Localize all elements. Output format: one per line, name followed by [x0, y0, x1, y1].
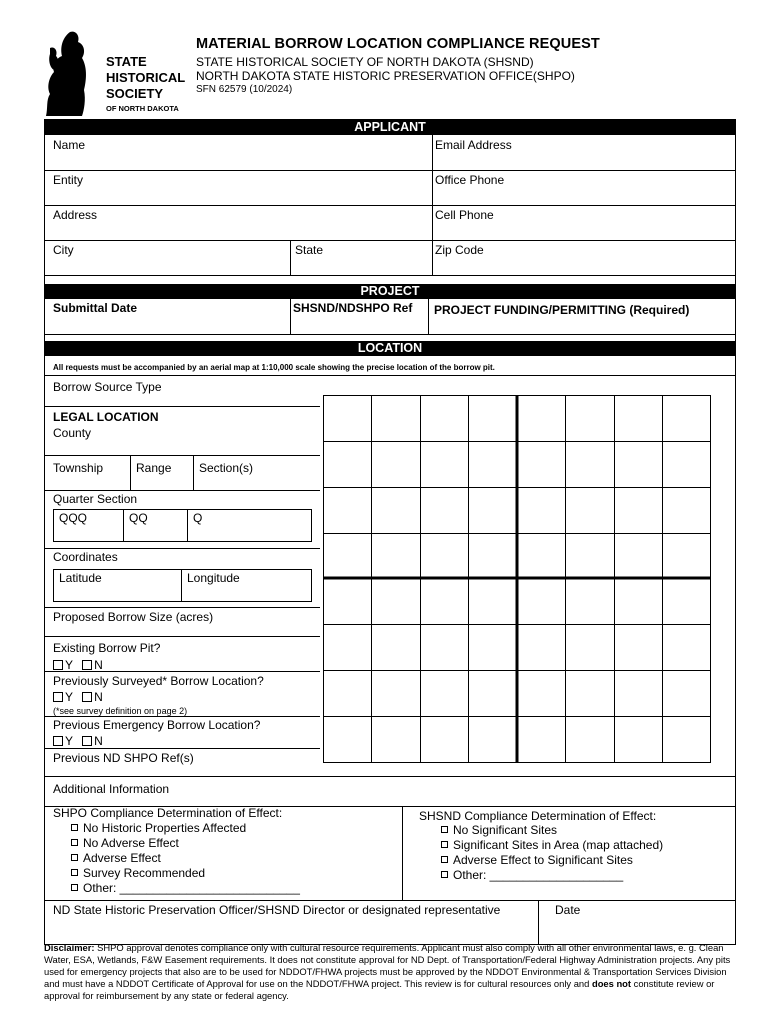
yes-label: Y	[65, 658, 73, 672]
shsnd-option-1[interactable]: No Significant Sites	[441, 823, 557, 837]
shpo-option-2[interactable]: No Adverse Effect	[71, 836, 179, 850]
logo-line-state: STATE	[106, 54, 147, 69]
emergency-yes-checkbox[interactable]	[53, 736, 63, 746]
logo-line-nd: OF NORTH DAKOTA	[106, 104, 179, 113]
disclaimer-label: Disclaimer:	[44, 942, 95, 953]
latitude-field[interactable]: Latitude	[59, 571, 102, 585]
quarter-section-box	[53, 509, 312, 542]
survey-definition-note: (*see survey definition on page 2)	[53, 706, 188, 716]
quarter-section-label: Quarter Section	[53, 492, 138, 506]
city-field[interactable]: City	[53, 243, 74, 257]
location-heading: LOCATION	[45, 341, 735, 356]
applicant-heading: APPLICANT	[45, 120, 735, 135]
shsnd-option-3[interactable]: Adverse Effect to Significant Sites	[441, 853, 633, 867]
county-field[interactable]: County	[53, 426, 92, 440]
shsnd-option-2[interactable]: Significant Sites in Area (map attached)	[441, 838, 663, 852]
disclaimer	[44, 942, 734, 1002]
borrow-size-field[interactable]: Proposed Borrow Size (acres)	[53, 610, 214, 624]
pioneer-statue-icon	[40, 28, 110, 118]
shpo-option-4[interactable]: Survey Recommended	[71, 866, 205, 880]
section-grid[interactable]	[323, 395, 711, 763]
form-number: SFN 62579 (10/2024)	[196, 84, 293, 95]
longitude-field[interactable]: Longitude	[187, 571, 240, 585]
disclaimer-emphasis: does not	[591, 978, 632, 989]
q-field[interactable]: Q	[193, 511, 203, 525]
shpo-determination-label: SHPO Compliance Determination of Effect:	[53, 806, 283, 820]
surveyed-no-checkbox[interactable]	[82, 692, 92, 702]
prev-refs-field[interactable]: Previous ND SHPO Ref(s)	[53, 751, 194, 765]
qqq-field[interactable]: QQQ	[59, 511, 88, 525]
cell-phone-field[interactable]: Cell Phone	[435, 208, 494, 222]
logo-line-historical: HISTORICAL	[106, 70, 186, 85]
no-label: N	[94, 690, 103, 704]
shsnd-option-4[interactable]: Other: ____________________	[441, 868, 623, 882]
emergency-no-checkbox[interactable]	[82, 736, 92, 746]
shsnd-logo	[40, 28, 190, 118]
entity-field[interactable]: Entity	[53, 173, 84, 187]
shsnd-determination-label: SHSND Compliance Determination of Effect:	[419, 809, 657, 823]
surveyed-yes-checkbox[interactable]	[53, 692, 63, 702]
borrow-source-field[interactable]: Borrow Source Type	[53, 380, 162, 394]
emergency-options	[53, 734, 103, 748]
submittal-date-field[interactable]: Submittal Date	[53, 301, 138, 315]
date-field[interactable]: Date	[555, 903, 581, 917]
address-field[interactable]: Address	[53, 208, 98, 222]
agency-line-1: STATE HISTORICAL SOCIETY OF NORTH DAKOTA (SHSND)	[196, 55, 534, 69]
surveyed-label: Previously Surveyed* Borrow Location?	[53, 674, 264, 688]
emergency-label: Previous Emergency Borrow Location?	[53, 718, 261, 732]
office-phone-field[interactable]: Office Phone	[435, 173, 505, 187]
funding-field[interactable]: PROJECT FUNDING/PERMITTING (Required)	[434, 303, 690, 317]
agency-line-2: NORTH DAKOTA STATE HISTORIC PRESERVATION OFFICE(SHPO)	[196, 69, 575, 83]
additional-info-field[interactable]: Additional Information	[53, 782, 170, 796]
shsnd-ref-field[interactable]: SHSND/NDSHPO Ref	[293, 301, 413, 315]
request-form	[44, 119, 736, 945]
signature-field[interactable]: ND State Historic Preservation Officer/SHSND Director or designated representative	[53, 903, 501, 917]
township-field[interactable]: Township	[53, 461, 104, 475]
coordinates-label: Coordinates	[53, 550, 118, 564]
range-field[interactable]: Range	[136, 461, 172, 475]
yes-label: Y	[65, 690, 73, 704]
logo-line-society: SOCIETY	[106, 86, 164, 101]
state-field[interactable]: State	[295, 243, 324, 257]
existing-pit-options	[53, 658, 103, 672]
disclaimer-text-2: constitute review or approval for reimbursement by any state or federal agency.	[44, 978, 715, 1001]
legal-location-label: LEGAL LOCATION	[53, 410, 159, 424]
aerial-map-note: All requests must be accompanied by an aerial map at 1:10,000 scale showing the precise location of the borrow pit.	[53, 363, 495, 372]
name-field[interactable]: Name	[53, 138, 86, 152]
surveyed-options	[53, 690, 103, 704]
zip-field[interactable]: Zip Code	[435, 243, 484, 257]
qq-field[interactable]: QQ	[129, 511, 148, 525]
section-grid-lines	[323, 395, 711, 763]
sections-field[interactable]: Section(s)	[199, 461, 254, 475]
existing-pit-label: Existing Borrow Pit?	[53, 641, 161, 655]
shpo-option-5[interactable]: Other: ___________________________	[71, 881, 300, 895]
disclaimer-text-1: SHPO approval denotes compliance only with cultural resource requirements. Applicant must also comply with all other environmental laws, e. g. Clean Water, ESA, Wetlands, F&W Easement requirements. It does not constitute approval for ND Dept. of Transportation/Federal Highway Administration projects. Any pits used for emergency projects that also are to be used for NDDOT/FHWA projects must be approved by the NDDOT Environmental & Transportation Services Division and must have a NDDOT Certificate of Approval for use on the NDDOT/FHWA project. This review is for cultural resources only and	[44, 942, 731, 989]
shpo-option-3[interactable]: Adverse Effect	[71, 851, 161, 865]
no-label: N	[94, 734, 103, 748]
yes-label: Y	[65, 734, 73, 748]
no-label: N	[94, 658, 103, 672]
form-title: MATERIAL BORROW LOCATION COMPLIANCE REQUEST	[196, 36, 600, 52]
email-field[interactable]: Email Address	[435, 138, 512, 152]
existing-no-checkbox[interactable]	[82, 660, 92, 670]
existing-yes-checkbox[interactable]	[53, 660, 63, 670]
project-heading: PROJECT	[45, 284, 735, 299]
shpo-option-1[interactable]: No Historic Properties Affected	[71, 821, 246, 835]
